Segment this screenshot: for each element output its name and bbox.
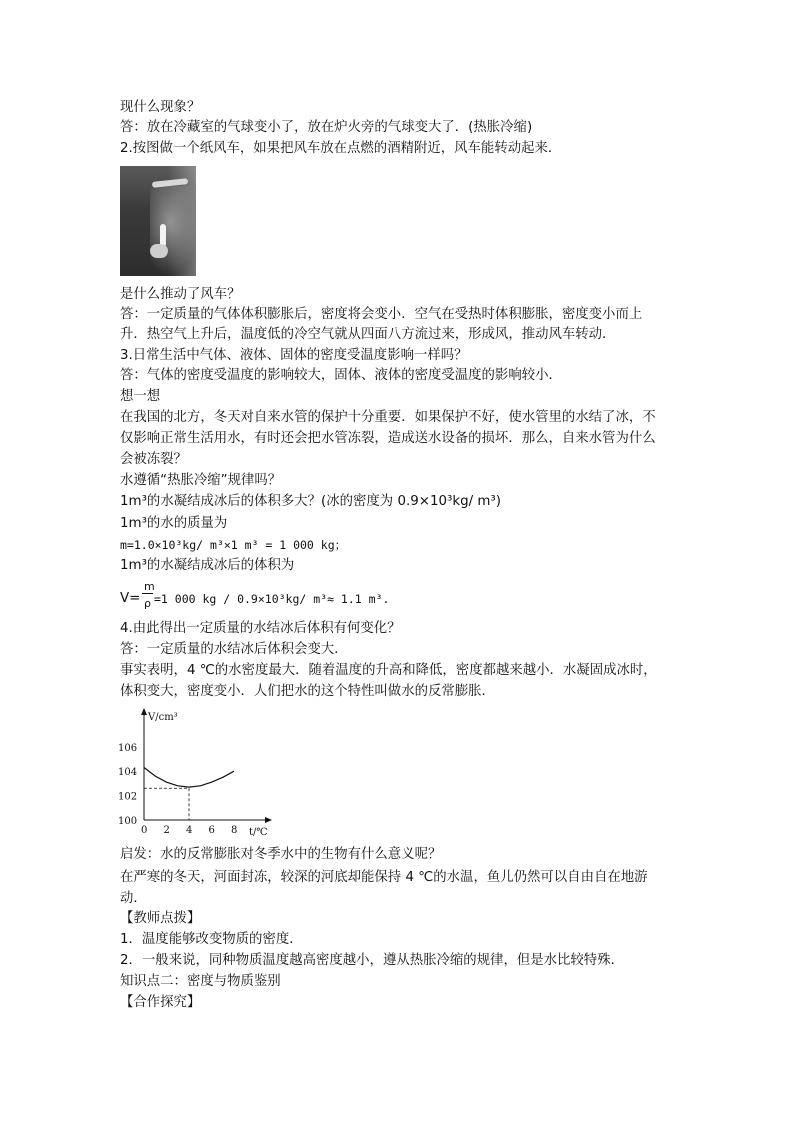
text-line-7: 3.日常生活中气体、液体、固体的密度受温度影响一样吗？ (120, 348, 468, 363)
text-line-12: 水遵循“热胀冷缩”规律吗？ (120, 473, 282, 488)
y-tick-label: 100 (118, 816, 138, 827)
y-tick-label: 104 (118, 767, 138, 779)
text-line-9: 在我国的北方，冬天对自来水管的保护十分重要．如果保护不好，使水管里的水结了冰，不 (120, 410, 656, 425)
section-heading-cooperative: 【合作探究】 (120, 995, 201, 1010)
section-heading-knowledge-2: 知识点二：密度与物质鉴别 (120, 974, 281, 989)
y-tick-label: 102 (118, 791, 138, 803)
y-axis-label: V/cm³ (148, 712, 178, 723)
text-line-5: 答：一定质量的气体体积膨胀后，密度将会变小．空气在受热时体积膨胀，密度变小而上 (120, 307, 643, 322)
volume-temperature-chart (118, 706, 278, 840)
text-line-22: 动． (120, 891, 147, 906)
text-line-6: 升．热空气上升后，温度低的冷空气就从四面八方流过来，形成风，推动风车转动． (120, 327, 616, 342)
y-axis-arrow (141, 708, 147, 715)
text-line-10: 仅影响正常生活用水，有时还会把水管冻裂，造成送水设备的损坏．那么，自来水管为什么 (120, 431, 656, 446)
section-heading-teacher-tips: 【教师点拨】 (120, 911, 201, 926)
text-line-8: 答：气体的密度受温度的影响较大，固体、液体的密度受温度的影响较小． (120, 368, 562, 383)
volume-formula-lhs: V= (120, 591, 141, 606)
volume-formula-rhs: =1 000 kg / 0.9×10³kg/ m³≈ 1.1 m³. (154, 592, 390, 606)
x-axis-label: t/℃ (249, 827, 268, 838)
x-tick-label: 0 (141, 825, 148, 836)
fraction-denominator: ρ (144, 597, 151, 610)
series-line-volume (144, 768, 234, 788)
text-line-11: 会被冻裂？ (120, 452, 187, 467)
text-line-14: 1m³的水的质量为 (120, 516, 228, 531)
text-line-3: 2.按图做一个纸风车，如果把风车放在点燃的酒精附近，风车能转动起来． (120, 141, 562, 156)
x-tick-label: 6 (208, 825, 215, 836)
flame-icon (160, 224, 166, 246)
text-line-2: 答：放在冷藏室的气球变小了，放在炉火旁的气球变大了．(热胀冷缩) (120, 120, 533, 135)
x-tick-label: 8 (231, 825, 238, 836)
fraction-bar (142, 593, 153, 594)
pinwheel-photo (120, 166, 196, 276)
mass-equation: m=1.0×10³kg/ m³×1 m³ = 1 000 kg； (120, 538, 347, 552)
text-line-20: 启发：水的反常膨胀对冬季水中的生物有什么意义呢？ (120, 847, 442, 862)
y-tick-label: 106 (118, 742, 138, 754)
text-line-1: 现什么现象？ (120, 100, 201, 115)
text-line-4: 是什么推动了风车？ (120, 287, 241, 302)
fraction-numerator: m (144, 580, 155, 593)
text-line-23: 1．温度能够改变物质的密度． (120, 932, 303, 947)
x-axis-arrow (265, 817, 272, 823)
text-line-24: 2．一般来说，同种物质温度越高密度越小，遵从热胀冷缩的规律，但是水比较特殊． (120, 953, 624, 968)
text-line-17: 答：一定质量的水结冰后体积会变大． (120, 642, 348, 657)
text-line-21: 在严寒的冬天，河面封冻，较深的河底却能保持 4 ℃的水温，鱼儿仍然可以自由自在地游 (120, 870, 648, 885)
text-line-19: 体积变大，密度变小．人们把水的这个特性叫做水的反常膨胀． (120, 684, 495, 699)
x-tick-label: 2 (163, 825, 170, 836)
text-line-13: 1m³的水凝结成冰后的体积多大？(冰的密度为 0.9×10³kg/ m³) (120, 494, 502, 509)
alcohol-lamp-icon (150, 244, 168, 258)
text-line-15: 1m³的水凝结成冰后的体积为 (120, 558, 295, 573)
section-heading-think: 想一想 (120, 389, 161, 404)
text-line-16: 4.由此得出一定质量的水结冰后体积有何变化？ (120, 621, 401, 636)
text-line-18: 事实表明，4 ℃的水密度最大．随着温度的升高和降低，密度都越来越小．水凝固成冰时， (120, 663, 657, 678)
x-tick-label: 4 (186, 825, 193, 836)
